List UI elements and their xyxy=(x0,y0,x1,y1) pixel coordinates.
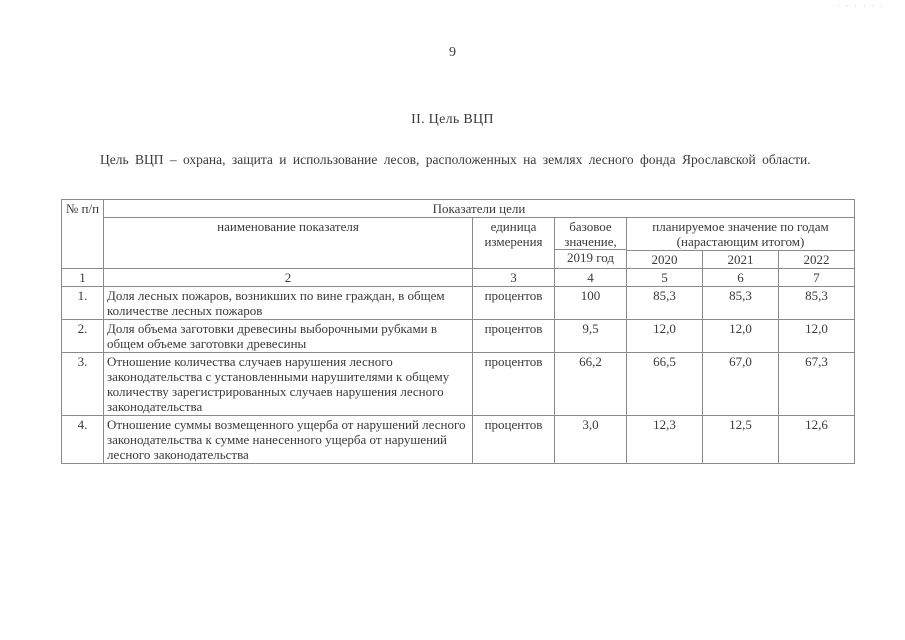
row-value-2021: 12,0 xyxy=(703,320,779,353)
table-row xyxy=(62,287,855,320)
col-number: 3 xyxy=(473,269,555,287)
row-indicator-name: Отношение суммы возмещенного ущерба от нарушений лесного законодательства к сумме нанесенного ущерба от нарушений лесного законодательства xyxy=(104,416,473,464)
goal-paragraph: Цель ВЦП – охрана, защита и использование лесов, расположенных на землях лесного фонда Ярославской области. xyxy=(100,152,811,167)
section-title: II. Цель ВЦП xyxy=(411,112,494,127)
row-unit: процентов xyxy=(473,416,555,464)
row-num: 4. xyxy=(62,416,104,464)
row-num: 3. xyxy=(62,353,104,416)
header-indicators: Показатели цели xyxy=(104,200,855,218)
row-base-value: 66,2 xyxy=(555,353,627,416)
row-base-value: 3,0 xyxy=(555,416,627,464)
row-num: 1. xyxy=(62,287,104,320)
table-row xyxy=(62,353,855,416)
row-value-2022: 67,3 xyxy=(779,353,855,416)
col-number: 2 xyxy=(104,269,473,287)
col-number: 1 xyxy=(62,269,104,287)
row-value-2022: 12,0 xyxy=(779,320,855,353)
row-value-2020: 66,5 xyxy=(627,353,703,416)
row-value-2021: 67,0 xyxy=(703,353,779,416)
header-year-2021: 2021 xyxy=(703,251,779,269)
col-number: 7 xyxy=(779,269,855,287)
header-year-2022: 2022 xyxy=(779,251,855,269)
row-value-2020: 85,3 xyxy=(627,287,703,320)
scan-artifact: · · · · · · xyxy=(837,2,885,11)
row-unit: процентов xyxy=(473,287,555,320)
header-base-label: базовое значение, xyxy=(564,219,617,249)
header-num: № п/п xyxy=(62,200,104,269)
row-base-value: 100 xyxy=(555,287,627,320)
page-number: 9 xyxy=(449,45,456,60)
col-number: 6 xyxy=(703,269,779,287)
row-unit: процентов xyxy=(473,353,555,416)
row-num: 2. xyxy=(62,320,104,353)
row-value-2020: 12,0 xyxy=(627,320,703,353)
header-base-year: 2019 год xyxy=(555,249,626,265)
row-indicator-name: Отношение количества случаев нарушения лесного законодательства с установленными нарушителями к общему количеству зарегистрированных случаев нарушения лесного законодательства xyxy=(104,353,473,416)
row-indicator-name: Доля лесных пожаров, возникших по вине граждан, в общем количестве лесных пожаров xyxy=(104,287,473,320)
header-name: наименование показателя xyxy=(104,218,473,269)
row-value-2022: 12,6 xyxy=(779,416,855,464)
row-value-2020: 12,3 xyxy=(627,416,703,464)
row-indicator-name: Доля объема заготовки древесины выборочными рубками в общем объеме заготовки древесины xyxy=(104,320,473,353)
row-value-2022: 85,3 xyxy=(779,287,855,320)
table-row xyxy=(62,416,855,464)
row-unit: процентов xyxy=(473,320,555,353)
header-base xyxy=(555,218,627,269)
row-value-2021: 12,5 xyxy=(703,416,779,464)
col-number: 5 xyxy=(627,269,703,287)
col-number: 4 xyxy=(555,269,627,287)
header-planned: планируемое значение по годам (нарастающим итогом) xyxy=(627,218,855,251)
table-row xyxy=(62,320,855,353)
goals-table xyxy=(61,199,855,464)
header-unit: единица измерения xyxy=(473,218,555,269)
row-value-2021: 85,3 xyxy=(703,287,779,320)
header-year-2020: 2020 xyxy=(627,251,703,269)
row-base-value: 9,5 xyxy=(555,320,627,353)
